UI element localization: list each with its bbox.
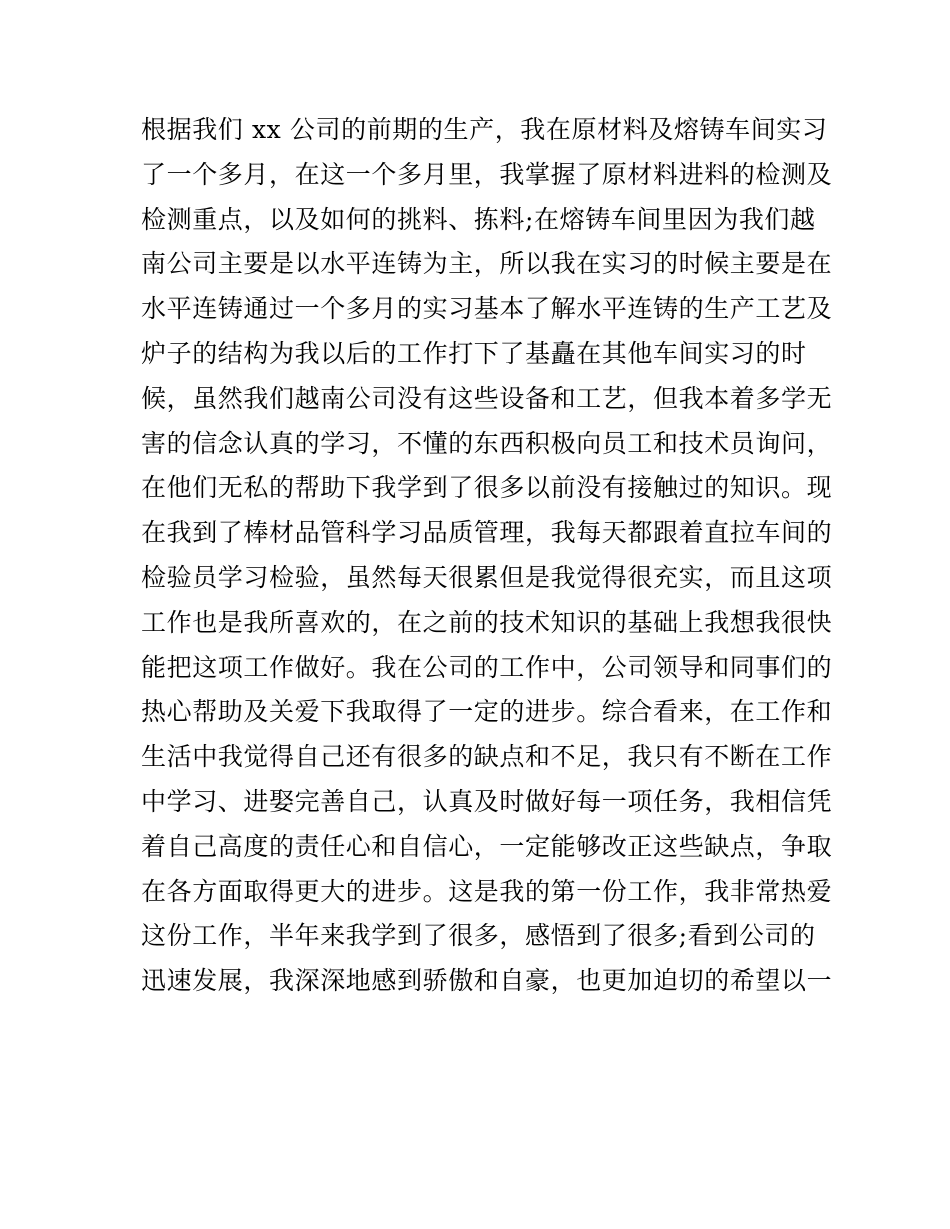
body-paragraph (141, 108, 833, 1004)
text-line: 能把这项工作做好。我在公司的工作中，公司领导和同事们的 (141, 652, 833, 682)
text-line: 迅速发展，我深深地感到骄傲和自豪，也更加迫切的希望以一 (141, 966, 833, 996)
text-line: 水平连铸通过一个多月的实习基本了解水平连铸的生产工艺及 (141, 294, 833, 324)
text-line: 检测重点，以及如何的挑料、拣料;在熔铸车间里因为我们越 (141, 204, 816, 234)
text-line: 南公司主要是以水平连铸为主，所以我在实习的时候主要是在 (141, 249, 833, 279)
text-line: 根据我们 xx 公司的前期的生产，我在原材料及熔铸车间实习 (141, 115, 828, 144)
text-line: 在他们无私的帮助下我学到了很多以前没有接触过的知识。现 (141, 473, 833, 503)
text-line: 了一个多月，在这一个多月里，我掌握了原材料进料的检测及 (141, 159, 833, 189)
text-line: 炉子的结构为我以后的工作打下了基矗在其他车间实习的时 (141, 338, 807, 368)
text-line: 工作也是我所喜欢的，在之前的技术知识的基础上我想我很快 (141, 607, 833, 637)
text-line: 在各方面取得更大的进步。这是我的第一份工作，我非常热爱 (141, 876, 833, 906)
text-line: 在我到了棒材品管科学习品质管理，我每天都跟着直拉车间的 (141, 518, 833, 548)
text-line: 热心帮助及关爱下我取得了一定的进步。综合看来，在工作和 (141, 697, 833, 727)
text-line: 这份工作，半年来我学到了很多，感悟到了很多;看到公司的 (141, 921, 816, 951)
text-line: 着自己高度的责任心和自信心，一定能够改正这些缺点，争取 (141, 831, 833, 861)
text-line: 检验员学习检验，虽然每天很累但是我觉得很充实，而且这项 (141, 562, 833, 592)
text-line: 中学习、进娶完善自己，认真及时做好每一项任务，我相信凭 (141, 786, 833, 816)
text-line: 候，虽然我们越南公司没有这些设备和工艺，但我本着多学无 (141, 383, 833, 413)
text-line: 生活中我觉得自己还有很多的缺点和不足，我只有不断在工作 (141, 742, 833, 772)
text-line: 害的信念认真的学习，不懂的东西积极向员工和技术员询问， (141, 428, 833, 458)
